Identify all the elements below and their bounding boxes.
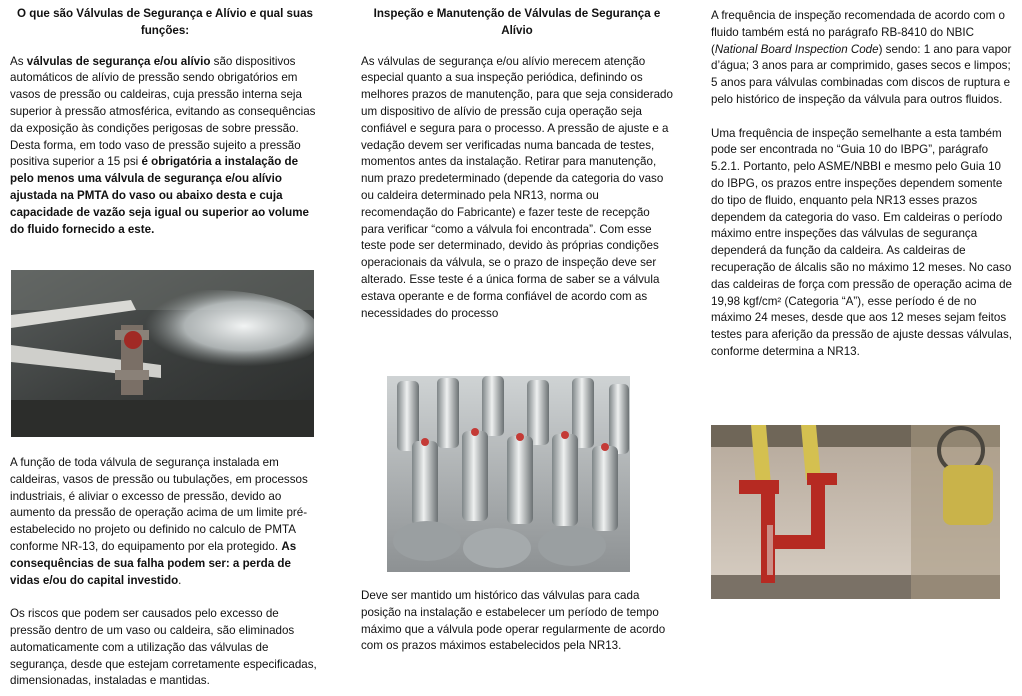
paragraph-definition bbox=[10, 54, 320, 239]
column-inspection-lower bbox=[361, 588, 673, 655]
text-span: ) sendo: 1 ano para vapor d’água; 3 anos para ar comprimido, gases secos e limpos; 5 anos para válvulas combinadas com discos de ruptura e pelo histórico de inspeção da válvula para outros fluidos. bbox=[711, 42, 1012, 106]
text-span: A função de toda válvula de segurança instalada em caldeiras, vasos de pressão ou tubulações, em processos industriais, é aliviar o excesso de pressão, devido ao aumento da pressão de operação acima de um limite pré-estabelecido no projeto ou definido no calculo de PMTA conforme NR-13, do equipamento por ela protegido. bbox=[10, 456, 308, 553]
heading-valve-functions: O que são Válvulas de Segurança e Alívio e qual suas funções: bbox=[17, 7, 313, 37]
paragraph-inspection: As válvulas de segurança e/ou alívio merecem atenção especial quanto a sua inspeção periódica, definindo os melhores prazos de manutenção, para que seja considerado um dispositivo de alívio de pressão cuja operação seja confiável e segura para o processo. A pressão de ajuste e a vedação devem ser verificadas numa bancada de testes, momentos antes da instalação. Retirar para manutenção, num prazo predeterminado (depende da categoria do vaso ou caldeira determinado pela NR13, norma ou recomendação do Fabricante) e fazer teste de recepção para verificar “como a válvula foi encontrada”. Com esse teste pode ser determinado, devido às próprias condições operacionais da válvula, se o prazo de inspeção deve ser alterado. Esse teste é a única forma de saber se a válvula estava operante e de forma confiável de acordo com as necessidades do processo bbox=[361, 54, 673, 320]
column-frequency bbox=[711, 8, 1016, 361]
paragraph-risks: Os riscos que podem ser causados pelo excesso de pressão dentro de um vaso ou caldeira, são eliminados automaticamente com a utilização das válvulas de segurança, desde que estejam corretamente especificadas, dimensionadas, instaladas e mantidas. bbox=[10, 607, 317, 688]
text-span: As bbox=[10, 54, 27, 68]
bold-span: é obrigatória a instalação de pelo menos uma válvula de segurança e/ou alívio ajustada na PMTA do vaso ou abaixo desta e cuja capacidade de vazão seja igual ou superior ao volume do fluido fornecido a este. bbox=[10, 155, 309, 236]
bold-span: As consequências de sua falha podem ser: a perda de vidas e/ou do capital investido bbox=[10, 539, 297, 587]
column-inspection bbox=[361, 0, 673, 322]
text-span: são dispositivos automáticos de alívio de pressão sendo obrigatórios em vasos de pressão ou caldeiras, cuja pressão interna seja superior à pressão atmosférica, evitando as consequências da exposição às condições perigosas de sobre pressão. Desta forma, em todo vaso de pressão sujeito a pressão positiva superior a 15 psi bbox=[10, 54, 316, 169]
paragraph-valve-purpose bbox=[10, 455, 320, 589]
text-span: . bbox=[178, 573, 182, 587]
text-span: A frequência de inspeção recomendada de acordo com o fluido também está no parágrafo RB-8410 do NBIC ( bbox=[711, 9, 1005, 56]
bold-span: válvulas de segurança e/ou alívio bbox=[26, 54, 211, 68]
valves-batch-photo bbox=[387, 376, 630, 572]
steam-release-photo bbox=[11, 270, 314, 437]
paragraph-ibpg: Uma frequência de inspeção semelhante a esta também pode ser encontrada no “Guia 10 do IBPG”, parágrafo 5.2.1. Portanto, pelo ASME/NBBI e mesmo pelo Guia 10 do IBPG, os prazos entre inspeções dependem somente do tipo de fluido, enquanto pela NR13 esses prazos dependem da categoria do vaso. Em caldeiras o período máximo entre inspeções das válvulas de segurança dependerá da função da caldeira. As caldeiras de recuperação de álcalis são no máximo 12 meses. No caso das caldeiras de força com pressão de operação acima de 19,98 kgf/cm² (Categoria “A”), esse período é de no máximo 24 meses, desde que aos 12 meses sejam feitos testes para aferição da pressão de ajuste dessas válvulas, conforme determina a NR13. bbox=[711, 126, 1012, 358]
italic-span: National Board Inspection Code bbox=[714, 42, 879, 56]
paragraph-nbic bbox=[711, 8, 1016, 109]
paragraph-history: Deve ser mantido um histórico das válvulas para cada posição na instalação e estabelecer um período de tempo máximo que a válvula pode operar regularmente de acordo com os prazos máximos estabelecidos pela NR13. bbox=[361, 589, 666, 653]
column-valve-functions-lower bbox=[10, 455, 320, 690]
heading-inspection: Inspeção e Manutenção de Válvulas de Segurança e Alívio bbox=[373, 7, 661, 37]
red-yellow-valve-photo bbox=[711, 425, 1000, 599]
column-valve-functions bbox=[10, 0, 320, 238]
